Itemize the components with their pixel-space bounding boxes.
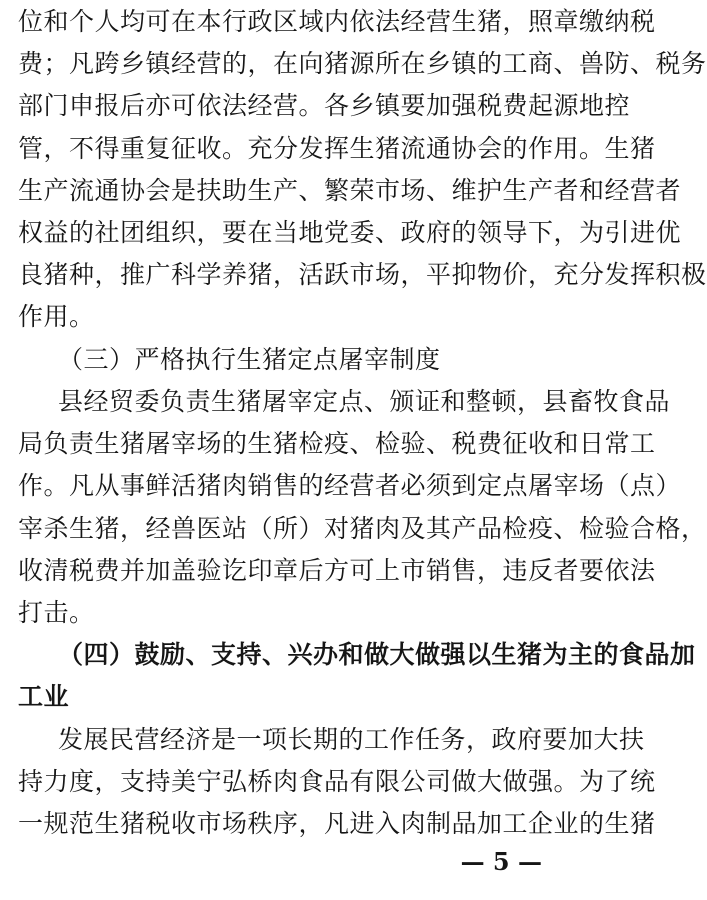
text-line: 生产流通协会是扶助生产、繁荣市场、维护生产者和经营者 <box>18 176 682 205</box>
section-heading: （三）严格执行生猪定点屠宰制度 <box>58 345 441 374</box>
page-number: — 5 — <box>460 847 542 876</box>
text-line: 部门申报后亦可依法经营。各乡镇要加强税费起源地控 <box>18 91 631 120</box>
text-line: 权益的社团组织，要在当地党委、政府的领导下，为引进优 <box>18 218 682 247</box>
text-line: 打击。 <box>18 598 95 627</box>
text-line: 发展民营经济是一项长期的工作任务，政府要加大扶 <box>58 725 645 754</box>
text-line: 良猪种，推广科学养猪，活跃市场，平抑物价，充分发挥积极 <box>18 260 707 289</box>
text-line: 管，不得重复征收。充分发挥生猪流通协会的作用。生猪 <box>18 134 656 163</box>
text-line: 位和个人均可在本行政区域内依法经营生猪，照章缴纳税 <box>18 7 656 36</box>
text-line: 作。凡从事鲜活猪肉销售的经营者必须到定点屠宰场（点） <box>18 471 682 500</box>
text-line: 收清税费并加盖验讫印章后方可上市销售，违反者要依法 <box>18 556 656 585</box>
text-line: 一规范生猪税收市场秩序，凡进入肉制品加工企业的生猪 <box>18 809 656 838</box>
text-line: 局负责生猪屠宰场的生猪检疫、检验、税费征收和日常工 <box>18 429 656 458</box>
section-heading: （四）鼓励、支持、兴办和做大做强以生猪为主的食品加 <box>58 640 696 669</box>
section-heading: 工业 <box>18 682 70 711</box>
text-line: 宰杀生猪，经兽医站（所）对猪肉及其产品检疫、检验合格， <box>18 514 707 543</box>
text-line: 费；凡跨乡镇经营的，在向猪源所在乡镇的工商、兽防、税务 <box>18 49 707 78</box>
text-line: 作用。 <box>18 302 95 331</box>
text-line: 县经贸委负责生猪屠宰定点、颁证和整顿，县畜牧食品 <box>58 387 671 416</box>
text-line: 持力度，支持美宁弘桥肉食品有限公司做大做强。为了统 <box>18 767 656 796</box>
